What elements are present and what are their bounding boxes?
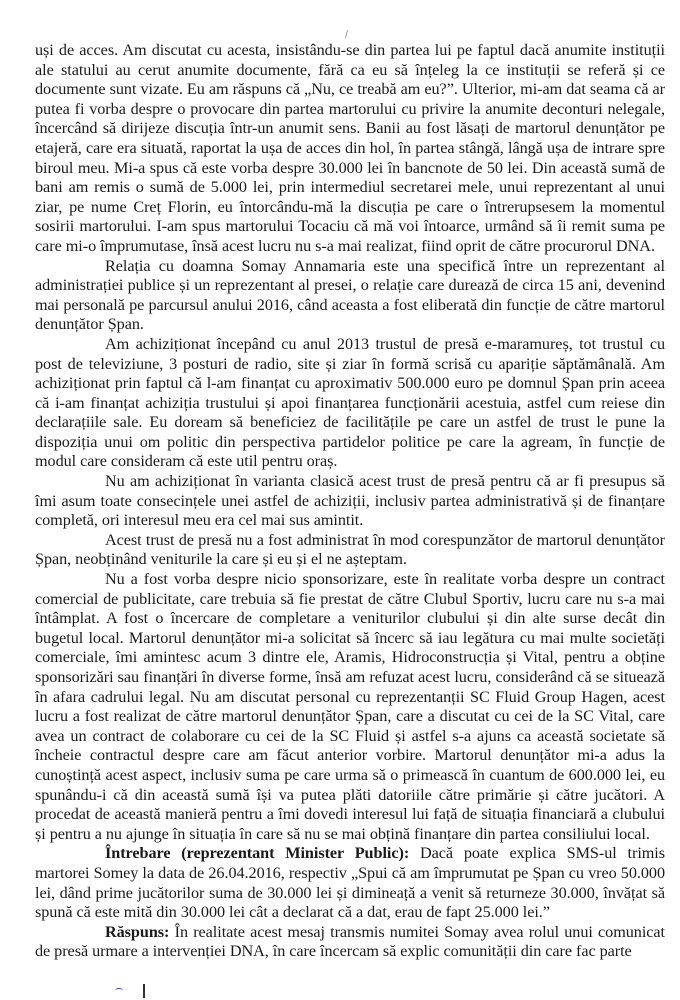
document-page <box>35 41 665 962</box>
paragraph-text: Relația cu doamna Somay Annamaria este una specifică între un reprezentant al administrației publice și un reprezentant al presei, o relație care durează de circa 15 ani, devenind mai personală pe parcursul anului 2016, când aceasta a fost eliberată din funcție de către martorul denunțător Șpan. <box>35 256 665 334</box>
paragraph-2 <box>35 257 665 335</box>
scan-mark <box>345 30 348 38</box>
paragraph-text: Am achiziționat începând cu anul 2013 trustul de presă e-maramureș, tot trustul cu post de televiziune, 3 posturi de radio, site și ziar în formă scrisă cu apariție săptămânală. Am achiziționat prin faptul că l-am finanțat cu aproximativ 500.000 euro pe domnul Șpan prin aceea că i-am finanțat achiziția trustului și apoi finanțarea funcționării acestuia, astfel cum reiese din declarațiile sale. Eu doream să beneficiez de facilitățile pe care un astfel de trust le pune la dispoziția unui om politic din perspectiva partidelor politice pe care la agream, în funcție de modul care consideram că este util pentru oraș. <box>35 334 665 471</box>
answer-paragraph <box>35 923 665 962</box>
question-label: Întrebare (reprezentant Minister Public): <box>105 844 410 863</box>
paragraph-text: uși de acces. Am discutat cu acesta, insistându-se din partea lui pe faptul dacă anumite instituții ale statului au cerut anumite documente, fără ca eu să înțeleg la ce instituții se referă și ce documente sunt vizate. Eu am răspuns că „Nu, ce treabă am eu?”. Ulterior, mi-am dat seama că ar putea fi vorba despre o provocare din partea martorului cu privire la anumite deconturi nelegale, încercând să dirijeze discuția într-un anumit sens. Banii au fost lăsați de martorul denunțător pe etajeră, care era situată, raportat la ușa de acces din hol, în partea stângă, lângă ușa de intrare spre biroul meu. Mi-a spus că este vorba despre 30.000 lei în bancnote de 50 lei. Din această sumă de bani am remis o sumă de 5.000 lei, prin intermediul secretarei mele, unui reprezentant al unui ziar, pe nume Creț Florin, eu întorcându-mă la discuția pe care o întrerupsesem la momentul sosirii martorului. I-am spus martorului Tocaciu că mă voi întoarce, urmând să îi remit suma pe care mi-o împrumutase, însă acest lucru nu s-a mai realizat, fiind oprit de către procurorul DNA. <box>35 41 665 255</box>
paragraph-5 <box>35 531 665 570</box>
paragraph-4 <box>35 472 665 531</box>
paragraph-text: Nu am achiziționat în varianta clasică acest trust de presă pentru că ar fi presupus să îmi asum toate consecințele unei astfel de achiziții, inclusiv partea administrativă și de finanțare completă, ori interesul meu era cel mai sus amintit. <box>35 472 665 530</box>
paragraph-text: Acest trust de presă nu a fost administrat în mod corespunzător de martorul denunțător Șpan, neobținând veniturile la care și eu și el ne așteptam. <box>35 530 665 569</box>
paragraph-3 <box>35 335 665 472</box>
paragraph-6 <box>35 570 665 844</box>
handwritten-mark <box>115 988 123 993</box>
question-paragraph <box>35 844 665 922</box>
paragraph-text: Nu a fost vorba despre nicio sponsorizare, este în realitate vorba despre un contract comercial de publicitate, care trebuia să fie prestat de către Clubul Sportiv, lucru care nu s-a mai întâmplat. A fost o încercare de completare a veniturilor clubului și din alte surse decât din bugetul local. Martorul denunțător mi-a solicitat să încerc să iau legătura cu mai multe societăți comerciale, îmi amintesc acum 3 dintre ele, Aramis, Hidroconstrucția și Vital, pentru a obține sponsorizări sau finanțări în diverse forme, însă am refuzat acest lucru, considerând că se situează în afara cadrului legal. Nu am discutat personal cu reprezentanții SC Fluid Group Hagen, acest lucru a fost realizat de către martorul denunțător Șpan, care a discutat cu cei de la SC Vital, care avea un contract de colaborare cu cei de la SC Fluid și astfel s-a ajuns ca această societate să încheie contractul despre care am făcut anterior vorbire. Martorul denunțător mi-a adus la cunoștință acest aspect, inclusiv suma pe care urma să o primească în cuantum de 600.000 lei, eu spunându-i că din această sumă își va putea plăti datoriile către primărie și către jucători. A procedat de această manieră pentru a îmi dovedi interesul lui față de situația financiară a clubului și pentru a nu ajunge în situația în care să nu se mai obțină finanțare din partea consiliului local. <box>35 570 665 843</box>
handwritten-stroke <box>143 984 145 998</box>
answer-text: În realitate acest mesaj transmis numitei Somay avea rolul unui comunicat de presă urmare a intervenției DNA, în care încercam să explic comunității din care fac parte <box>35 922 665 961</box>
question-text: Dacă poate explica SMS-ul trimis martorei Somey la data de 26.04.2016, respectiv „Spui că am împrumutat pe Șpan cu vreo 50.000 lei, dând prime jucătorilor suma de 30.000 lei și dimineață a venit să returneze 30.000, învățat să spună că este mită din 30.000 lei cât a declarat că a dat, erau de fapt 25.000 lei.” <box>35 844 665 922</box>
answer-label: Răspuns: <box>105 922 170 941</box>
paragraph-1 <box>35 41 665 257</box>
